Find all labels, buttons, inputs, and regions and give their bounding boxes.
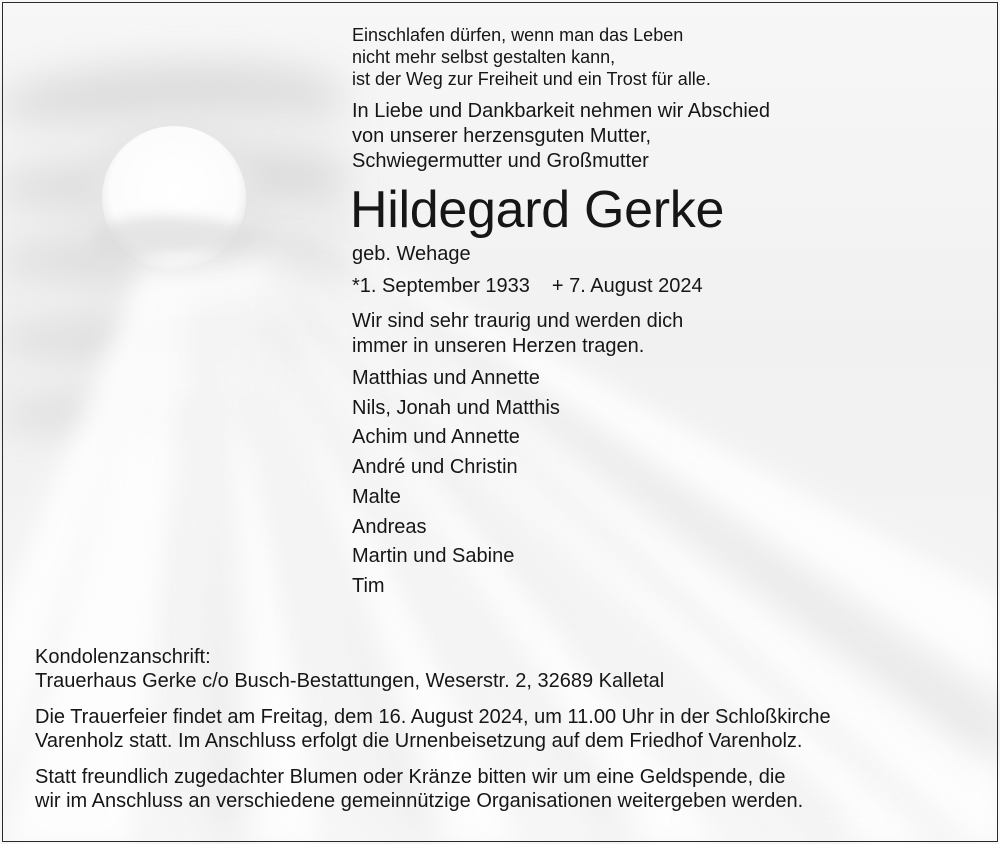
mourner: Tim <box>352 574 385 597</box>
mourner: Matthias und Annette <box>352 367 540 389</box>
deceased-name: Hildegard Gerke <box>350 181 725 239</box>
poem-line: nicht mehr selbst gestalten kann, <box>352 47 616 67</box>
intro-line: von unserer herzensguten Mutter, <box>352 125 652 147</box>
donation-request <box>35 765 975 813</box>
notice-details <box>35 645 975 813</box>
message-line: immer in unseren Herzen tragen. <box>352 335 645 357</box>
mourner: Andreas <box>352 515 427 538</box>
condolence-address-line: Trauerhaus Gerke c/o Busch-Bestattungen, Weserstr. 2, 32689 Kalletal <box>35 670 665 692</box>
donation-line: wir im Anschluss an verschiedene gemeinnützige Organisationen weitergeben werden. <box>35 790 804 812</box>
mourner: Achim und Annette <box>352 426 520 449</box>
birth-date: *1. September 1933 <box>352 275 530 297</box>
life-dates <box>352 274 972 299</box>
intro-line: In Liebe und Dankbarkeit nehmen wir Abschied <box>352 100 771 122</box>
message-line: Wir sind sehr traurig und werden dich <box>352 310 684 332</box>
poem-line: Einschlafen dürfen, wenn man das Leben <box>352 25 684 45</box>
ceremony-line: Die Trauerfeier findet am Freitag, dem 16. August 2024, um 11.00 Uhr in der Schloßkirche <box>35 706 831 728</box>
death-date: + 7. August 2024 <box>551 275 703 297</box>
family-message <box>352 309 972 359</box>
donation-line: Statt freundlich zugedachter Blumen oder Kränze bitten wir um eine Geldspende, die <box>35 766 786 788</box>
mourner: Malte <box>352 485 401 508</box>
mourner: André und Christin <box>352 456 518 479</box>
birth-name: geb. Wehage <box>352 243 471 265</box>
farewell-intro <box>352 99 972 174</box>
poem-line: ist der Weg zur Freiheit und ein Trost für alle. <box>352 69 711 89</box>
mourner: Martin und Sabine <box>352 545 515 568</box>
mourner: Nils, Jonah und Matthis <box>352 396 560 419</box>
condolence-address <box>35 645 975 693</box>
mourners-list <box>352 364 972 602</box>
main-column <box>352 24 972 602</box>
ceremony-info <box>35 705 975 753</box>
condolence-label: Kondolenzanschrift: <box>35 646 211 668</box>
ceremony-line: Varenholz statt. Im Anschluss erfolgt die Urnenbeisetzung auf dem Friedhof Varenholz. <box>35 730 803 752</box>
intro-line: Schwiegermutter und Großmutter <box>352 150 649 172</box>
poem <box>352 24 972 90</box>
